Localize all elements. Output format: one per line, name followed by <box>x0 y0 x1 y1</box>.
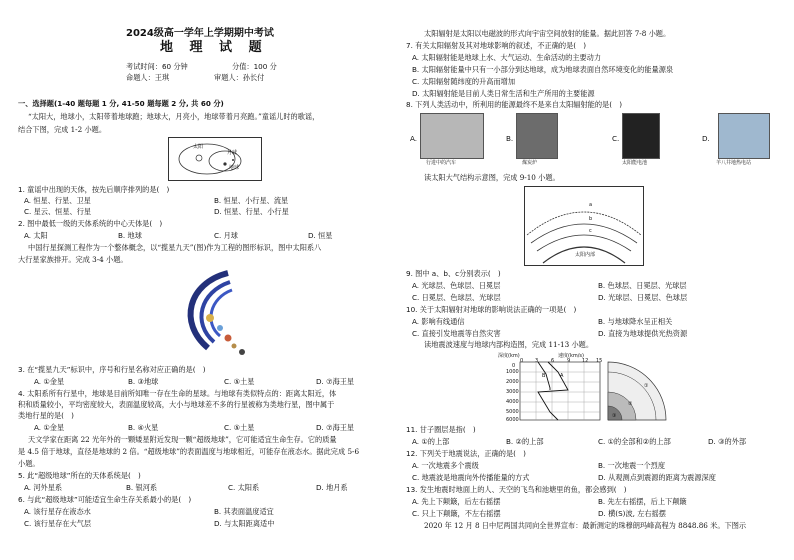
q2-option-c[interactable]: C. 月球 <box>214 231 238 240</box>
q5-option-c[interactable]: C. 太阳系 <box>228 483 260 492</box>
footer-intro: 2020 年 12 月 8 日中尼两国共同向全世界宣布：最新测定的珠穆朗玛峰高程为 8848.86 米。下图示 <box>424 521 747 530</box>
sun-icon <box>196 155 202 161</box>
q12-option-d[interactable]: D. 从观测点到震源的距离为震源深度 <box>598 473 716 482</box>
q7-option-b[interactable]: B. 太阳辐射能量中只有一小部分到达地球，成为地球表面自然环境变化的能量源泉 <box>412 65 674 74</box>
celestial-system-figure: 太阳 地球 月球 <box>168 137 262 181</box>
exam-time: 考试时间：60 分钟 <box>126 62 188 71</box>
planet-icon <box>206 314 214 322</box>
q4-line2: 积和质量较小，平均密度较大，表面温度较高，大小与地球差不多的行星被称为类地行星，图中属于 <box>18 400 335 409</box>
q13-option-c[interactable]: C. 只上下颠簸，不左右摇摆 <box>412 509 501 518</box>
planet-icon <box>239 349 245 355</box>
section-heading: 一、选择题(1-40 题每题 1 分, 41-50 题每题 2 分, 共 60 分) <box>18 99 224 108</box>
q1-stem: 1. 童谣中出现的天体，按先后顺序排列的是( ) <box>18 185 170 194</box>
exam-author: 命题人：王琪 <box>126 73 170 82</box>
moon-icon <box>232 159 234 161</box>
q12-option-b[interactable]: B. 一次地震一个烈度 <box>598 461 666 470</box>
subject-title: 地 理 试 题 <box>160 40 268 55</box>
q12-option-c[interactable]: C. 地震波是地震向外传播能量的方式 <box>412 473 530 482</box>
exam-score: 分值：100 分 <box>232 62 277 71</box>
q4-option-c[interactable]: C. ⑤土星 <box>224 423 255 432</box>
seismic-chart <box>498 352 688 422</box>
intro-5-line2: 是 4.5 倍于地球，直径是地球的 2 倍。“超级地球”的表面温度与地球相近，可能存在液态水。据此完成 5-6 <box>18 447 360 456</box>
solar-panel-photo <box>622 113 660 159</box>
q3-option-a[interactable]: A. ①金星 <box>34 377 65 386</box>
q4-option-b[interactable]: B. ④火星 <box>128 423 159 432</box>
q3-stem: 3. 在“揽星九天”标识中，序号和行星名称对应正确的是( ) <box>18 365 206 374</box>
q4-line1: 4. 太阳系所有行星中，地球是目前所知唯一存在生命的星球。与地球有类似特点的：距离太阳近，体 <box>18 389 337 398</box>
intro-1-line2: 结合下图，完成 1-2 小题。 <box>18 125 107 134</box>
q10-option-c[interactable]: C. 直接引发地震等自然灾害 <box>412 329 501 338</box>
q8-option-c[interactable]: C. <box>612 134 620 143</box>
car-photo <box>420 113 484 159</box>
q8-option-d[interactable]: D. <box>702 134 710 143</box>
q12-option-a[interactable]: A. 一次地震多个震级 <box>412 461 479 470</box>
q2-option-d[interactable]: D. 恒星 <box>308 231 333 240</box>
q13-stem: 13. 发生地震时地面上的人、天空的飞鸟和池塘里的鱼，都会感到( ) <box>406 485 627 494</box>
q6-option-d[interactable]: D. 与太阳距离适中 <box>214 519 275 528</box>
q13-option-d[interactable]: D. 横(S)波, 左右摇摆 <box>598 509 666 518</box>
q5-option-b[interactable]: B. 银河系 <box>126 483 158 492</box>
exam-reviewer: 审题人：孙长付 <box>214 73 265 82</box>
q8-stem: 8. 下列人类活动中，所利用的能源最终不是来自太阳辐射能的是( ) <box>406 100 623 109</box>
intro-1-line1: “太阳大，地球小，太阳带着地球跑；地球大，月亮小，地球带着月亮跑。”童谣儿时的歌谣， <box>28 112 320 121</box>
planet-icon <box>225 335 232 342</box>
q5-stem: 5. 此“超级地球”所在的天体系统是( ) <box>18 471 141 480</box>
system-diagram <box>169 138 261 180</box>
q6-option-b[interactable]: B. 其表面温度适宜 <box>214 507 274 516</box>
q11-option-a[interactable]: A. ①的上部 <box>412 437 450 446</box>
q10-option-a[interactable]: A. 影响有线通信 <box>412 317 465 326</box>
planet-icon <box>217 325 223 331</box>
q9-stem: 9. 图中 a、b、c分别表示( ) <box>406 269 501 278</box>
q11-option-d[interactable]: D. ③的外部 <box>708 437 747 446</box>
intro-3-line2: 大行星家族排开。完成 3-4 小题。 <box>18 255 128 264</box>
q8-option-b[interactable]: B. <box>506 134 514 143</box>
coal-stove-photo <box>516 113 558 159</box>
q7-option-c[interactable]: C. 太阳辐射随纬度的升高而增加 <box>412 77 516 86</box>
intro-7: 太阳辐射是太阳以电磁波的形式向宇宙空间放射的能量。据此回答 7-8 小题。 <box>424 29 671 38</box>
q7-option-d[interactable]: D. 太阳辐射能是目前人类日常生活和生产所用的主要能源 <box>412 89 595 98</box>
q5-option-d[interactable]: D. 地月系 <box>316 483 348 492</box>
q13-option-b[interactable]: B. 先左右摇摆，后上下颠簸 <box>598 497 687 506</box>
q3-option-d[interactable]: D. ⑦海王星 <box>316 377 355 386</box>
q6-option-c[interactable]: C. 该行星存在大气层 <box>24 519 92 528</box>
q2-option-b[interactable]: B. 地球 <box>118 231 142 240</box>
q11-stem: 11. 甘子圈层是指( ) <box>406 425 476 434</box>
q9-option-d[interactable]: D. 光球层、日冕层、色球层 <box>598 293 688 302</box>
q12-stem: 12. 下列关于地震说法，正确的是( ) <box>406 449 526 458</box>
intro-11: 读地震波速度与地球内部构造图，完成 11-13 小题。 <box>424 340 594 349</box>
q8-option-a[interactable]: A. <box>410 134 418 143</box>
q2-stem: 2. 图中最低一级的天体系统的中心天体是( ) <box>18 219 163 228</box>
q11-option-b[interactable]: B. ②的上部 <box>506 437 544 446</box>
q4-option-a[interactable]: A. ①金星 <box>34 423 65 432</box>
geothermal-photo <box>718 113 770 159</box>
q7-option-a[interactable]: A. 太阳辐射能是地球上水、大气运动、生命活动的主要动力 <box>412 53 602 62</box>
seismic-wave-figure: 深度(km) 速度(km/s) 0 3 6 9 12 15 1000 2000 3000 4000 5000 6000 0 A B ① ② ③ <box>498 352 688 422</box>
planet-logo-figure <box>168 268 258 358</box>
q10-option-d[interactable]: D. 直接为地球提供光热资源 <box>598 329 688 338</box>
intro-3-line1: 中国行星探测工程作为一个整体概念，以“揽星九天”(图)作为工程的图形标识，图中太阳系八 <box>28 243 322 252</box>
q2-option-a[interactable]: A. 太阳 <box>24 231 48 240</box>
sun-atmosphere-figure: a b c 太阳内部 <box>524 186 644 266</box>
q9-option-a[interactable]: A. 光球层、色球层、日冕层 <box>412 281 501 290</box>
q9-option-b[interactable]: B. 色球层、日冕层、光球层 <box>598 281 687 290</box>
q3-option-b[interactable]: B. ③地球 <box>128 377 159 386</box>
q11-option-c[interactable]: C. ①的全部和②的上部 <box>598 437 671 446</box>
q4-option-d[interactable]: D. ⑦海王星 <box>316 423 355 432</box>
q9-option-c[interactable]: C. 日冕层、色球层、光球层 <box>412 293 501 302</box>
q5-option-a[interactable]: A. 河外星系 <box>24 483 63 492</box>
intro-5-line3: 小题。 <box>18 459 40 468</box>
q1-option-d[interactable]: D. 恒星、行星、小行星 <box>214 207 289 216</box>
q4-line3: 类地行星的是( ) <box>18 411 74 420</box>
q10-stem: 10. 关于太阳辐射对地球的影响说法正确的一项是( ) <box>406 305 577 314</box>
q1-option-a[interactable]: A. 恒星、行星、卫星 <box>24 196 91 205</box>
earth-icon <box>223 162 226 165</box>
exam-title: 2024级高一学年上学期期中考试 <box>126 28 274 39</box>
q6-option-a[interactable]: A. 该行星存在液态水 <box>24 507 91 516</box>
q13-option-a[interactable]: A. 先上下颠簸，后左右摇摆 <box>412 497 501 506</box>
intro-9: 读太阳大气结构示意图，完成 9-10 小题。 <box>424 173 560 182</box>
q10-option-b[interactable]: B. 与地球降水呈正相关 <box>598 317 673 326</box>
q6-stem: 6. 与此“超级地球”可能适宜生命生存关系最小的是( ) <box>18 495 192 504</box>
q1-option-c[interactable]: C. 星云、恒星、行星 <box>24 207 92 216</box>
q7-stem: 7. 有关太阳辐射及其对地球影响的叙述，不正确的是( ) <box>406 41 587 50</box>
q1-option-b[interactable]: B. 恒星、小行星、流星 <box>214 196 289 205</box>
intro-5-line1: 天文学家在距离 22 光年外的一颗矮星附近发现一颗“超级地球”，它可能适宜生命生存。它的质量 <box>28 435 337 444</box>
planet-icon <box>232 344 237 349</box>
q3-option-c[interactable]: C. ⑤土星 <box>224 377 255 386</box>
